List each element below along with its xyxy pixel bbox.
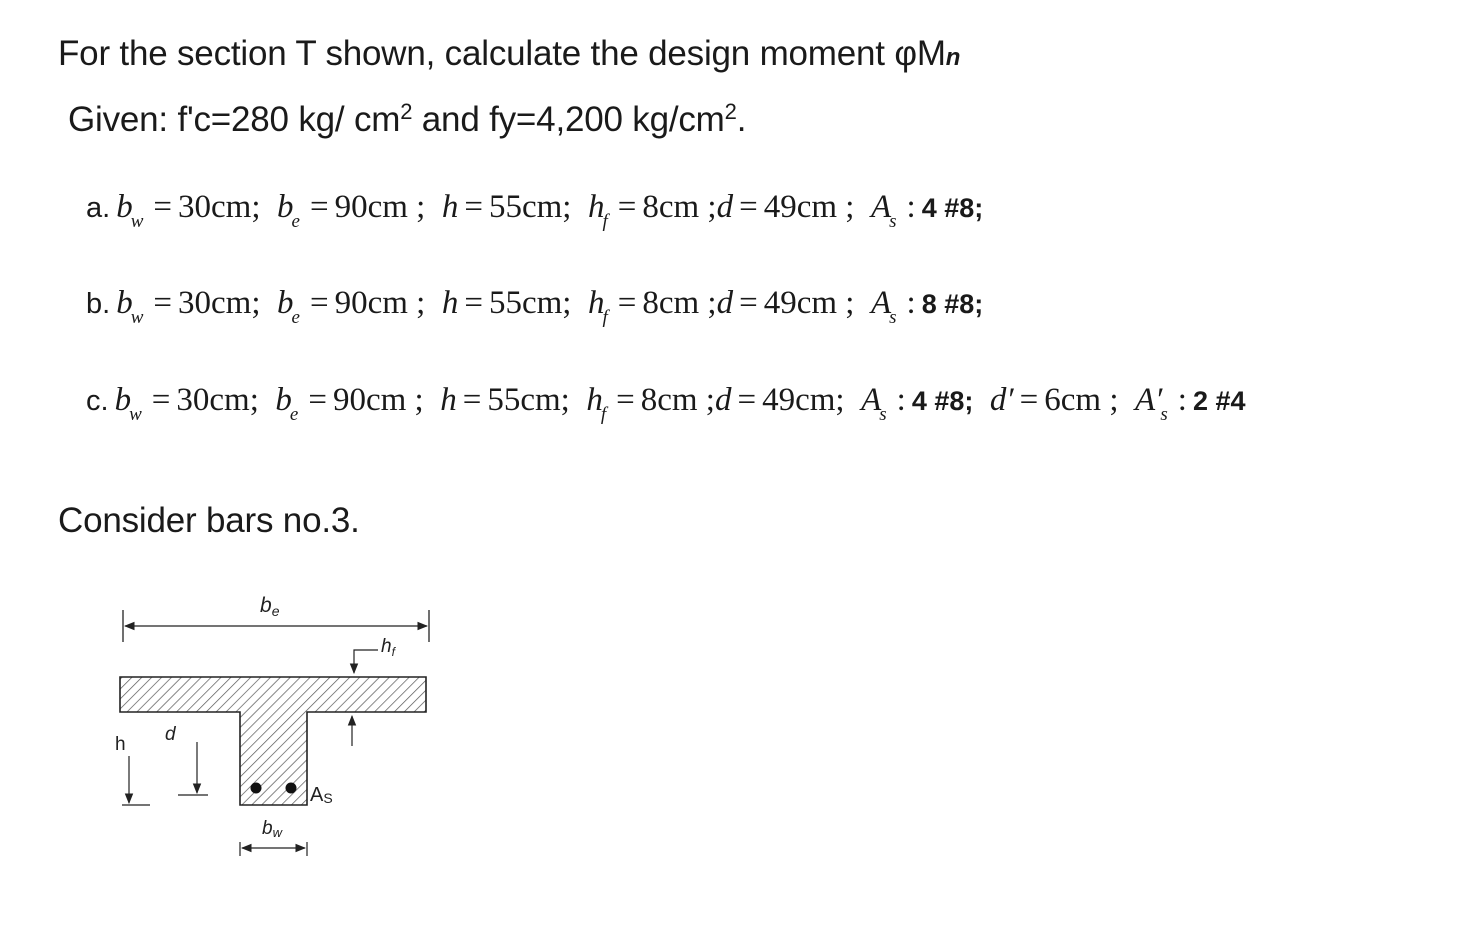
case-a-equation: a. $b_w = 30cm$; $b_e = 90cm$ ; h = 55cm; $h_f = 8cm$ ;d = 49cm ; $A_s$ : 4 #8; [86, 189, 984, 232]
as-label: AS [310, 784, 333, 806]
t-section-diagram [100, 580, 460, 870]
d-label: d [165, 724, 176, 745]
case-c-equation: c. $b_w = 30cm$; $b_e = 90cm$ ; h = 55cm; $h_f = 8cm$ ;d = 49cm; $A_s$ : 4 #8; d′ = 6cm ; $A'_s$ : 2 #4 [86, 382, 1246, 425]
given-line: Given: f'c=280 kg/ $cm^2$ and fy=4,200 $kg/cm^2$. [68, 99, 747, 139]
case-b-equation: b. $b_w = 30cm$; $b_e = 90cm$ ; h = 55cm; $h_f = 8cm$ ;d = 49cm ; $A_s$ : 8 #8; [86, 285, 984, 328]
hf-label: $h_f$ [381, 636, 395, 659]
case-label: c. [86, 385, 109, 417]
h-label: h [115, 734, 126, 755]
problem-title: For the section T shown, calculate the design moment φMn [58, 34, 961, 73]
case-label: b. [86, 288, 111, 320]
rebar-left [251, 783, 262, 794]
subscript-n: n [945, 44, 961, 71]
consider-note: Consider bars no.3. [58, 501, 360, 540]
bw-label: bw [262, 818, 282, 840]
rebar-right [286, 783, 297, 794]
be-label: be [260, 594, 280, 619]
case-label: a. [86, 192, 111, 224]
